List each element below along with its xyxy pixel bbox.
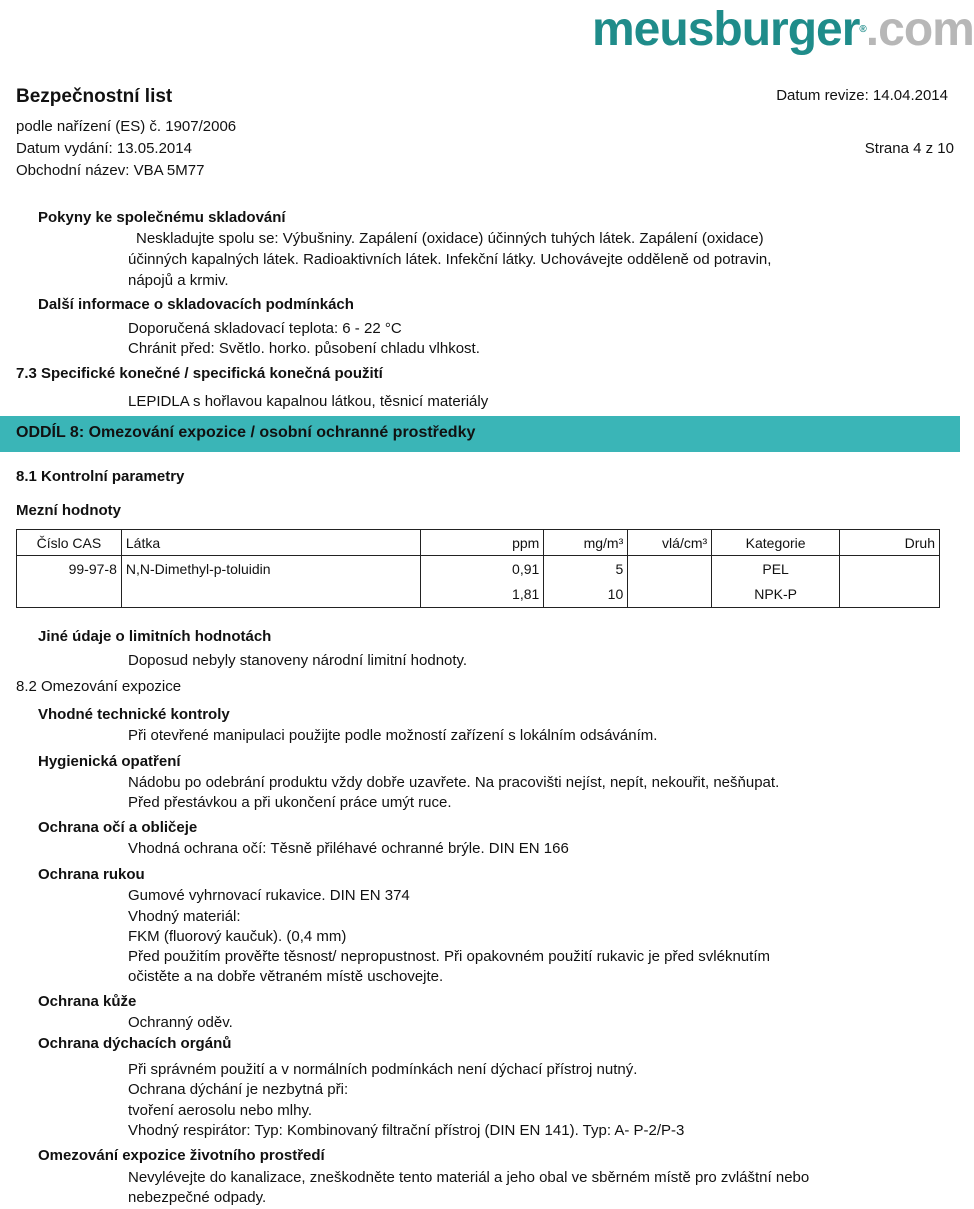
hygiene-line: Před přestávkou a při ukončení práce umýt ruce. <box>128 794 452 811</box>
environmental-line: Nevylévejte do kanalizace, zneškodněte tento materiál a jeho obal ve sběrném místě pro zvláštní nebo <box>128 1169 810 1186</box>
cell-ppm: 1,81 <box>421 582 544 608</box>
hand-protection-line: očistěte a na dobře větraném místě uschovejte. <box>128 968 444 985</box>
header-fibers: vlá/cm³ <box>628 530 712 556</box>
respiratory-protection-heading: Ochrana dýchacích orgánů <box>38 1035 232 1052</box>
respiratory-line: Ochrana dýchání je nezbytná při: <box>128 1081 349 1098</box>
cell-category: NPK-P <box>712 582 840 608</box>
cell-type <box>840 582 940 608</box>
storage-temperature: Doporučená skladovací teplota: 6 - 22 °C <box>128 320 402 337</box>
technical-controls-heading: Vhodné technické kontroly <box>38 706 230 723</box>
cell-substance <box>121 582 421 608</box>
hand-protection-line: Gumové vyhrnovací rukavice. DIN EN 374 <box>128 887 410 904</box>
respiratory-line: Vhodný respirátor: Typ: Kombinovaný filtrační přístroj (DIN EN 141). Typ: A- P-2/P-3 <box>128 1122 685 1139</box>
revision-date: Datum revize: 14.04.2014 <box>776 87 948 104</box>
hand-protection-line: FKM (fluorový kaučuk). (0,4 mm) <box>128 928 347 945</box>
skin-protection-text: Ochranný oděv. <box>128 1014 233 1031</box>
cell-mgm3: 10 <box>544 582 628 608</box>
environmental-exposure-heading: Omezování expozice životního prostředí <box>38 1147 325 1164</box>
protect-from: Chránit před: Světlo. horko. působení chladu vlhkost. <box>128 340 480 357</box>
logo-registered-mark: ® <box>859 24 866 35</box>
joint-storage-line: Neskladujte spolu se: Výbušniny. Zapálení (oxidace) účinných tuhých látek. Zapálení (oxidace) <box>136 230 764 247</box>
header-cas: Číslo CAS <box>17 530 122 556</box>
cell-category: PEL <box>712 556 840 582</box>
eye-protection-heading: Ochrana očí a obličeje <box>38 819 198 836</box>
cell-cas <box>17 582 122 608</box>
skin-protection-heading: Ochrana kůže <box>38 993 137 1010</box>
section-8-bar <box>0 416 960 452</box>
issue-date: Datum vydání: 13.05.2014 <box>16 140 192 157</box>
respiratory-line: Při správném použití a v normálních podmínkách není dýchací přístroj nutný. <box>128 1061 638 1078</box>
joint-storage-line: účinných kapalných látek. Radioaktivních látek. Infekční látky. Uchovávejte odděleně od potravin, <box>128 251 772 268</box>
page-number: Strana 4 z 10 <box>864 140 954 157</box>
logo-brand: meusburger <box>592 3 860 56</box>
hygiene-line: Nádobu po odebrání produktu vždy dobře uzavřete. Na pracovišti nejíst, nepít, nekouřit, nešňupat. <box>128 774 780 791</box>
header-mgm3: mg/m³ <box>544 530 628 556</box>
logo-tld: .com <box>865 3 974 56</box>
section-8-title: ODDÍL 8: Omezování expozice / osobní ochranné prostředky <box>16 424 476 441</box>
trade-name: Obchodní název: VBA 5M77 <box>16 162 205 179</box>
cell-mgm3: 5 <box>544 556 628 582</box>
cell-fibers <box>628 582 712 608</box>
hand-protection-line: Vhodný materiál: <box>128 908 241 925</box>
joint-storage-line: nápojů a krmiv. <box>128 272 229 289</box>
document-title: Bezpečnostní list <box>16 86 173 107</box>
table-row <box>17 556 940 582</box>
environmental-line: nebezpečné odpady. <box>128 1189 267 1206</box>
cell-fibers <box>628 556 712 582</box>
header-type: Druh <box>840 530 940 556</box>
cell-ppm: 0,91 <box>421 556 544 582</box>
regulation: podle nařízení (ES) č. 1907/2006 <box>16 118 237 135</box>
hand-protection-line: Před použitím prověřte těsnost/ nepropustnost. Při opakovném použití rukavic je před svléknutím <box>128 948 770 965</box>
header-category: Kategorie <box>712 530 840 556</box>
cell-type <box>840 556 940 582</box>
hand-protection-heading: Ochrana rukou <box>38 866 145 883</box>
header-ppm: ppm <box>421 530 544 556</box>
technical-controls-text: Při otevřené manipulaci použijte podle možností zařízení s lokálním odsáváním. <box>128 727 658 744</box>
header-substance: Látka <box>121 530 421 556</box>
end-use-heading: 7.3 Specifické konečné / specifická konečná použití <box>16 365 383 382</box>
eye-protection-text: Vhodná ochrana očí: Těsně přiléhavé ochranné brýle. DIN EN 166 <box>128 840 569 857</box>
further-storage-heading: Další informace o skladovacích podmínkách <box>38 296 354 313</box>
limit-values-table <box>16 529 940 608</box>
joint-storage-heading: Pokyny ke společnému skladování <box>38 209 286 226</box>
table-header-row <box>17 530 940 556</box>
limit-values-heading: Mezní hodnoty <box>16 502 121 519</box>
meusburger-logo <box>592 2 974 58</box>
other-limits-heading: Jiné údaje o limitních hodnotách <box>38 628 272 645</box>
respiratory-line: tvoření aerosolu nebo mlhy. <box>128 1102 312 1119</box>
exposure-controls-heading: 8.2 Omezování expozice <box>16 678 182 695</box>
other-limits-text: Doposud nebyly stanoveny národní limitní hodnoty. <box>128 652 468 669</box>
hygiene-heading: Hygienická opatření <box>38 753 181 770</box>
cell-substance: N,N-Dimethyl-p-toluidin <box>121 556 421 582</box>
control-parameters-heading: 8.1 Kontrolní parametry <box>16 468 185 485</box>
end-use-text: LEPIDLA s hořlavou kapalnou látkou, těsnicí materiály <box>128 393 489 410</box>
cell-cas: 99-97-8 <box>17 556 122 582</box>
table-row <box>17 582 940 608</box>
